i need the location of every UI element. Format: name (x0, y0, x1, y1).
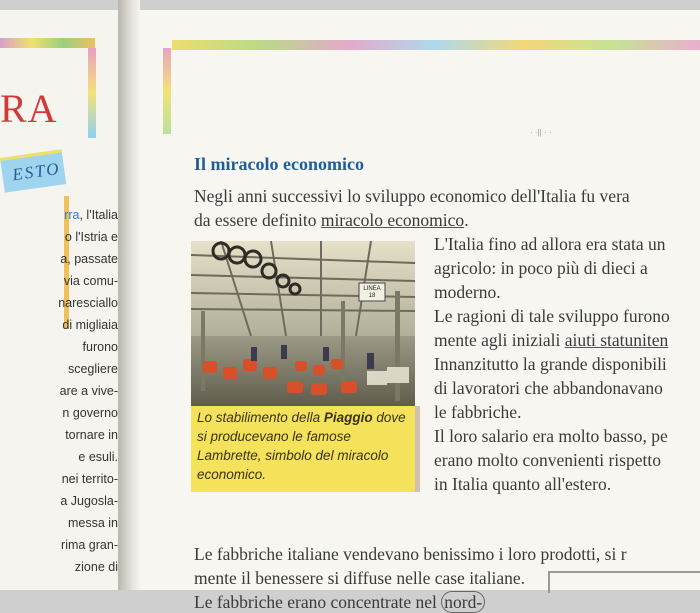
left-text-line (8, 402, 118, 424)
left-text-fragment: o l'Istria e (64, 230, 118, 244)
caption-end: dove si producevano le famose Lambrette, simbolo del miracolo economico. (197, 410, 406, 482)
left-text-fragment: via comu- (63, 274, 118, 288)
left-text-line (8, 512, 118, 534)
section-heading: Il miracolo economico (194, 154, 364, 174)
body-column-line (434, 330, 668, 351)
body-column-text: erano molto convenienti rispetto (434, 450, 661, 470)
factory-photo (191, 241, 415, 406)
right-top-decorative-strip (172, 40, 700, 50)
body-column-text: le fabbriche. (434, 402, 522, 422)
photo-caption-box (191, 406, 420, 492)
left-page-text (8, 204, 118, 578)
body-column-line (434, 450, 661, 471)
left-text-line (8, 314, 118, 336)
body-column-text: Innanzitutto la grande disponibili (434, 354, 667, 374)
left-text-fragment: rima gran- (61, 538, 118, 552)
caption-brand: Piaggio (323, 410, 373, 425)
body-column-line (434, 282, 501, 303)
body-line-3-start: Le fabbriche erano concentrate nel (194, 592, 442, 612)
left-text-line (8, 248, 118, 270)
body-column-line (434, 234, 666, 255)
left-text-line (8, 292, 118, 314)
left-text-fragment: scegliere (67, 362, 118, 376)
underlined-phrase: aiuti statuniten (564, 330, 669, 350)
left-text-line (8, 226, 118, 248)
left-decorative-strip (0, 38, 95, 48)
right-left-accent-strip (163, 48, 171, 134)
book-gutter (118, 0, 140, 590)
left-text-fragment: di migliaia (62, 318, 118, 332)
body-column-line (434, 402, 521, 423)
body-column-text: mente agli iniziali (434, 330, 565, 350)
left-text-line (8, 490, 118, 512)
left-text-line (8, 446, 118, 468)
body-full-line-1: Le fabbriche italiane vendevano benissimo i loro prodotti, si r (194, 544, 627, 564)
left-text-fragment: furono (82, 340, 118, 354)
left-text-fragment: nei territo- (61, 472, 118, 486)
left-page-title-fragment: RA (0, 86, 58, 131)
left-text-line (8, 468, 118, 490)
left-text-fragment: messa in (67, 516, 118, 530)
left-text-line (8, 534, 118, 556)
intro-line-2-start: da essere definito (194, 210, 321, 230)
left-text-fragment: zione di (74, 560, 118, 574)
left-tag-label: ESTO (11, 158, 62, 185)
intro-line-2-end: . (464, 210, 469, 230)
body-column-text: Il loro salario era molto basso, pe (434, 426, 668, 446)
left-text-fragment: , l'Italia (79, 208, 118, 222)
circled-word: nord- (441, 591, 485, 613)
body-full-line-3 (194, 592, 485, 613)
left-highlighted-word: rra (64, 208, 80, 222)
left-text-line (8, 270, 118, 292)
left-text-fragment: n governo (62, 406, 118, 420)
caption-start: Lo stabilimento della (197, 410, 324, 425)
left-text-fragment: a, passate (60, 252, 118, 266)
body-column-text: in Italia quanto all'estero. (434, 474, 612, 494)
photo-caption (197, 408, 411, 484)
left-text-line (8, 556, 118, 578)
body-column-line (434, 354, 667, 375)
photo-sign-label: LINEA 18 (363, 286, 381, 299)
body-column-line (434, 426, 668, 447)
left-vertical-decoration (88, 48, 96, 138)
body-column-line (434, 258, 648, 279)
body-column-text: L'Italia fino ad allora era stata un (434, 234, 666, 254)
body-column-line (434, 306, 670, 327)
left-text-line (8, 204, 118, 226)
intro-line-1: Negli anni successivi lo sviluppo economico dell'Italia fu vera (194, 186, 630, 206)
body-column-text: Le ragioni di tale sviluppo furono (434, 306, 670, 326)
body-full-line-2: mente il benessere si diffuse nelle case italiane. (194, 568, 526, 588)
factory-photo-illustration (191, 241, 415, 406)
left-text-fragment: e esuli. (78, 450, 118, 464)
body-column-line (434, 378, 663, 399)
left-text-line (8, 358, 118, 380)
left-text-line (8, 336, 118, 358)
key-term-miracolo: miracolo economico (320, 210, 465, 230)
page-marks: · ·|| · · (530, 128, 552, 137)
left-text-fragment: naresciallo (58, 296, 118, 310)
left-text-line (8, 380, 118, 402)
intro-line-2 (194, 210, 469, 231)
left-text-fragment: a Jugosla- (60, 494, 118, 508)
left-text-line (8, 424, 118, 446)
body-column-text: di lavoratori che abbandonavano (434, 378, 663, 398)
body-column-text: agricolo: in poco più di dieci a (434, 258, 648, 278)
body-column-line (434, 474, 611, 495)
left-text-fragment: tornare in (65, 428, 118, 442)
body-column-text: moderno. (434, 282, 501, 302)
left-text-fragment: are a vive- (59, 384, 118, 398)
